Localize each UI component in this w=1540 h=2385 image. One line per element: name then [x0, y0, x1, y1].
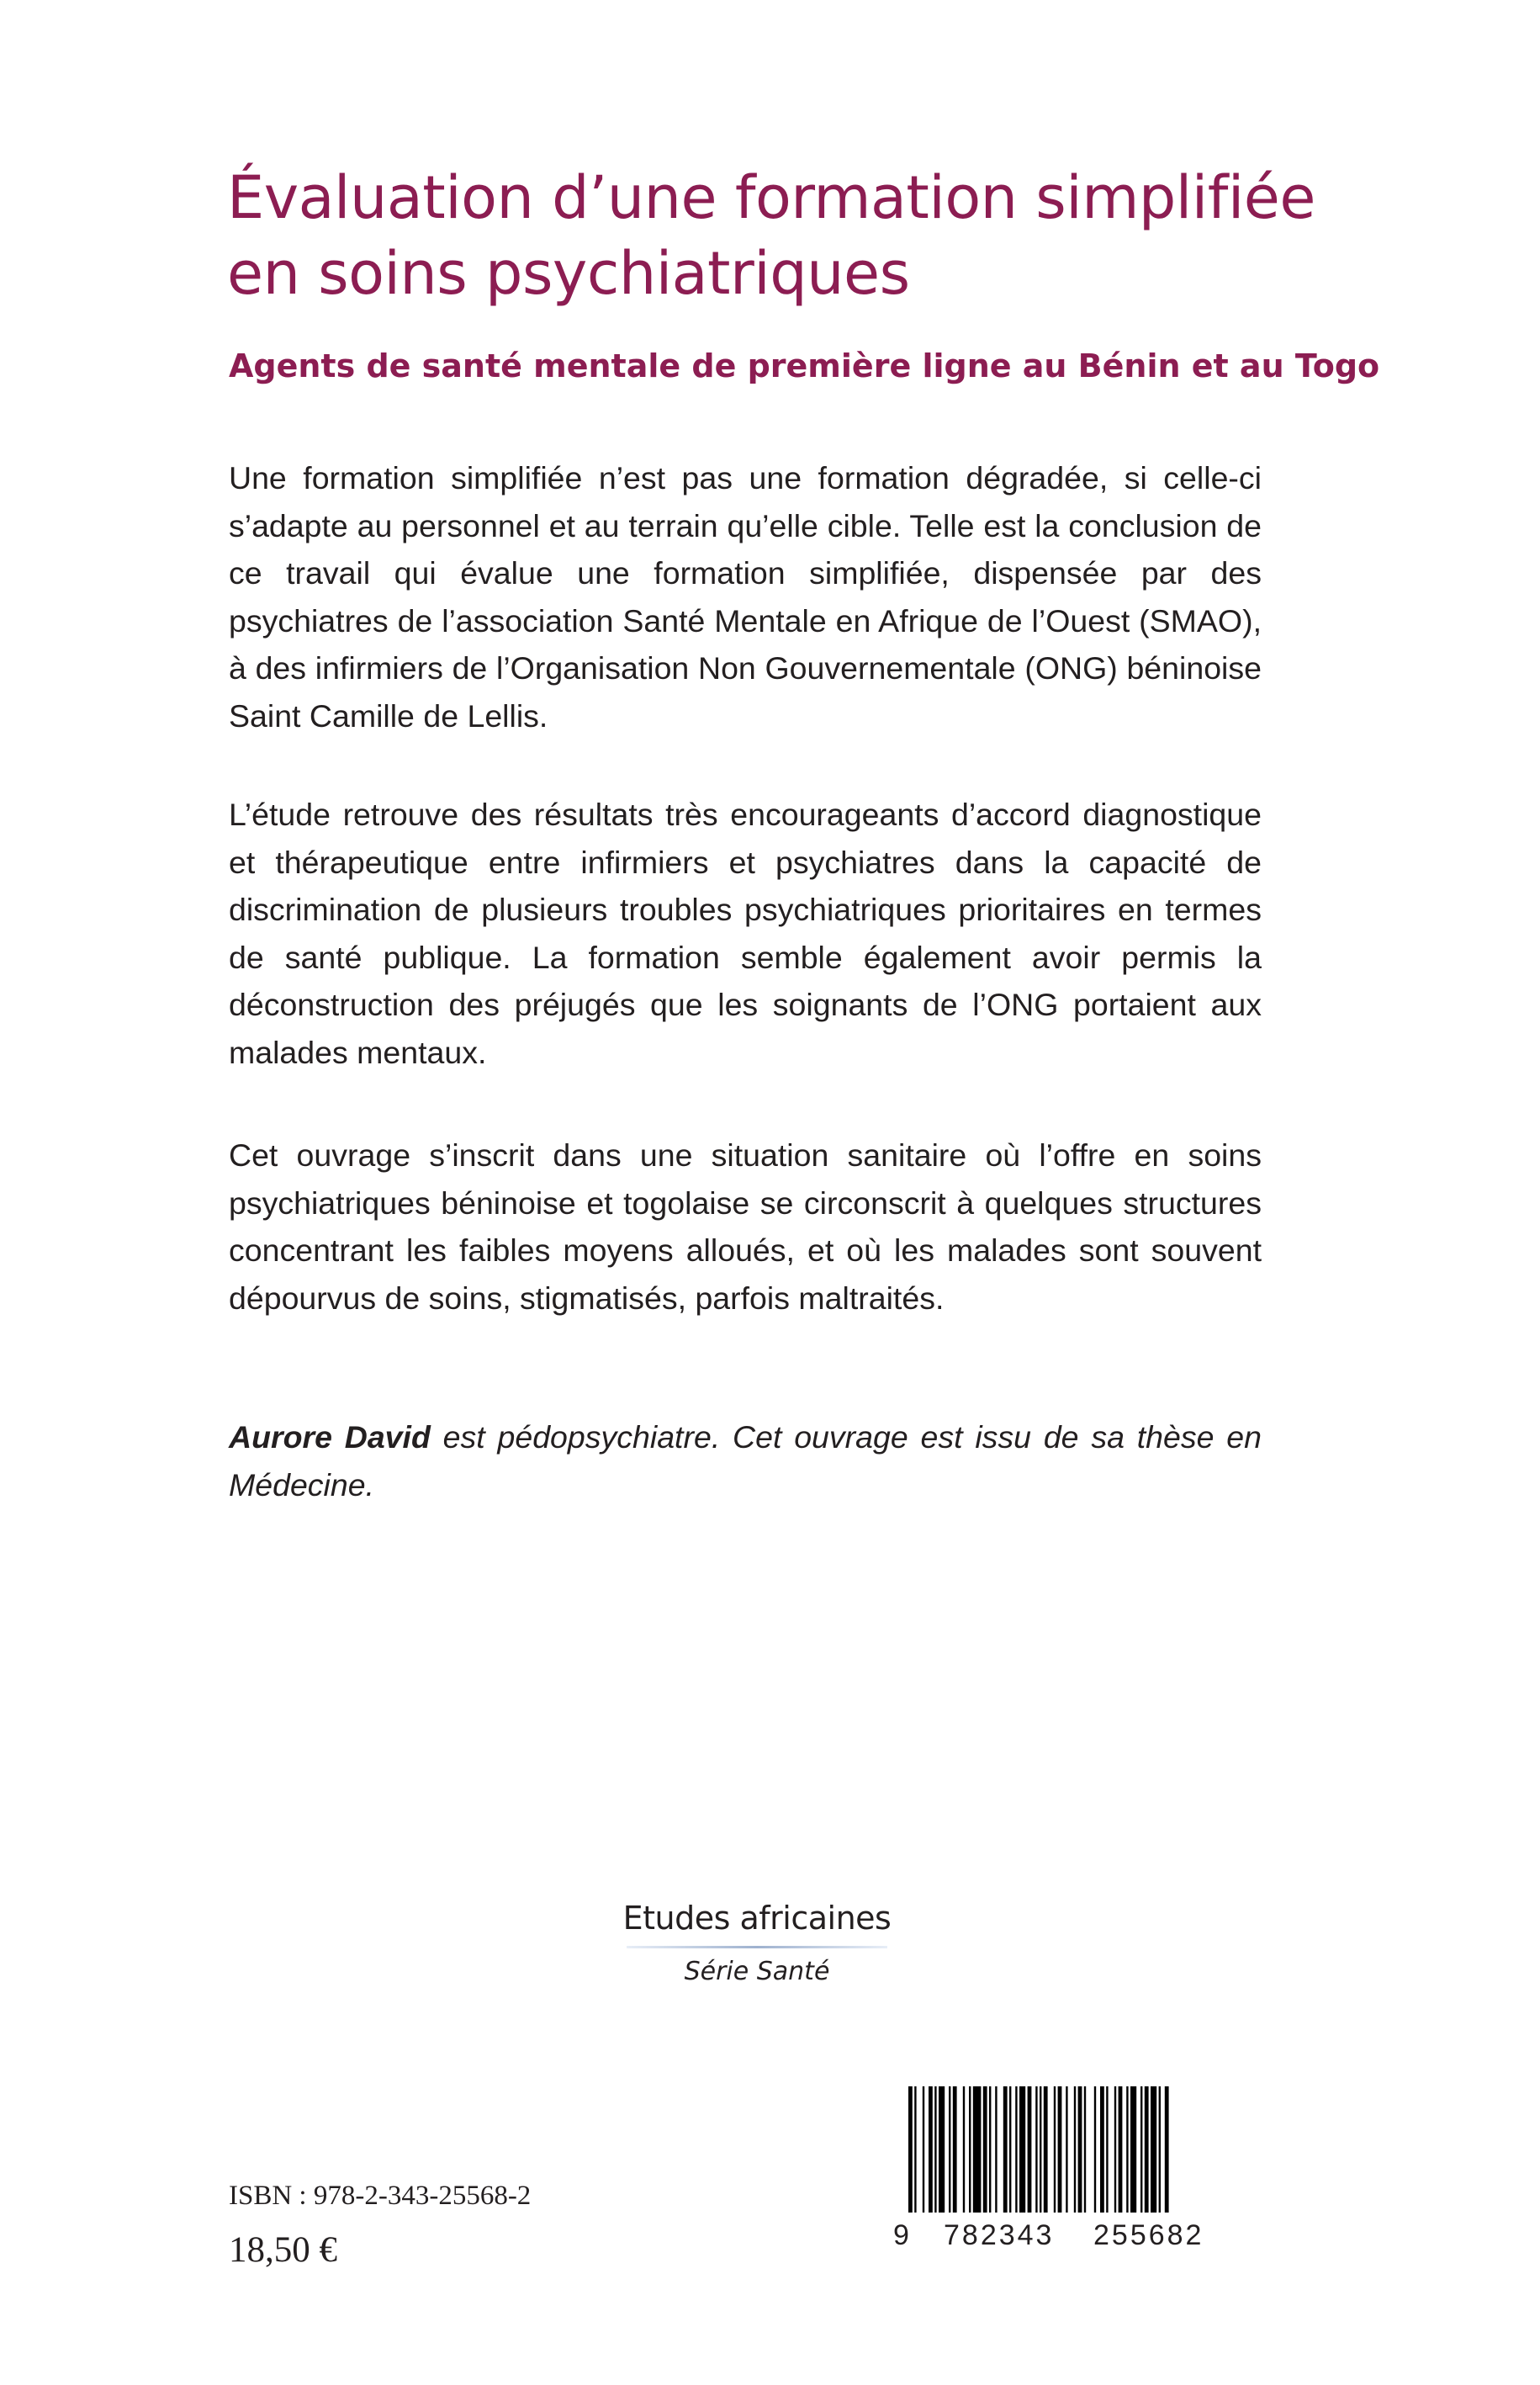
isbn-label: ISBN : 978-2-343-25568-2: [229, 2181, 532, 2211]
barcode-digit-first: 9: [893, 2219, 909, 2251]
price-label: 18,50 €: [229, 2230, 337, 2270]
series-divider: [627, 1946, 887, 1948]
barcode-digits-left: 782343: [944, 2219, 1055, 2251]
series-subtitle: Série Santé: [684, 1957, 830, 1986]
author-bio: [229, 1413, 1262, 1508]
blurb-paragraph-2: L’étude retrouve des résultats très encourageants d’accord diagnostique et thérapeutique entre infirmiers et psychiatres dans la capacité de discrimination de plusieurs troubles psychiatriques prioritaires en termes de santé publique. La formation semble également avoir permis la déconstruction des préjugés que les soignants de l’ONG portaient aux malades mentaux.: [229, 797, 1262, 1070]
barcode: [892, 2086, 1245, 2255]
book-subtitle: Agents de santé mentale de première ligne au Bénin et au Togo: [229, 347, 1380, 384]
series-logo: [589, 1897, 925, 1986]
barcode-digits-right: 255682: [1093, 2219, 1204, 2251]
blurb-paragraph-3: Cet ouvrage s’inscrit dans une situation sanitaire où l’offre en soins psychiatriques béninoise et togolaise se circonscrit à quelques structures concentrant les faibles moyens alloués, et où les malades sont souvent dépourvus de soins, stigmatisés, parfois maltraités.: [229, 1137, 1262, 1316]
author-name: Aurore David: [229, 1419, 431, 1455]
book-title-line-2: en soins psychiatriques: [227, 239, 910, 308]
book-title: [227, 160, 1447, 311]
series-name: Etudes africaines: [622, 1900, 892, 1937]
blurb-paragraph-1: Une formation simplifiée n’est pas une formation dégradée, si celle-ci s’adapte au personnel et au terrain qu’elle cible. Telle est la conclusion de ce travail qui évalue une formation simplifiée, dispensée par des psychiatres de l’association Santé Mentale en Afrique de l’Ouest (SMAO), à des infirmiers de l’Organisation Non Gouvernementale (ONG) béninoise Saint Camille de Lellis.: [229, 460, 1262, 734]
author-description: est pédopsychiatre. Cet ouvrage est issu de sa thèse en Médecine.: [229, 1419, 1262, 1503]
book-title-line-1: Évaluation d’une formation simplifiée: [227, 163, 1315, 232]
